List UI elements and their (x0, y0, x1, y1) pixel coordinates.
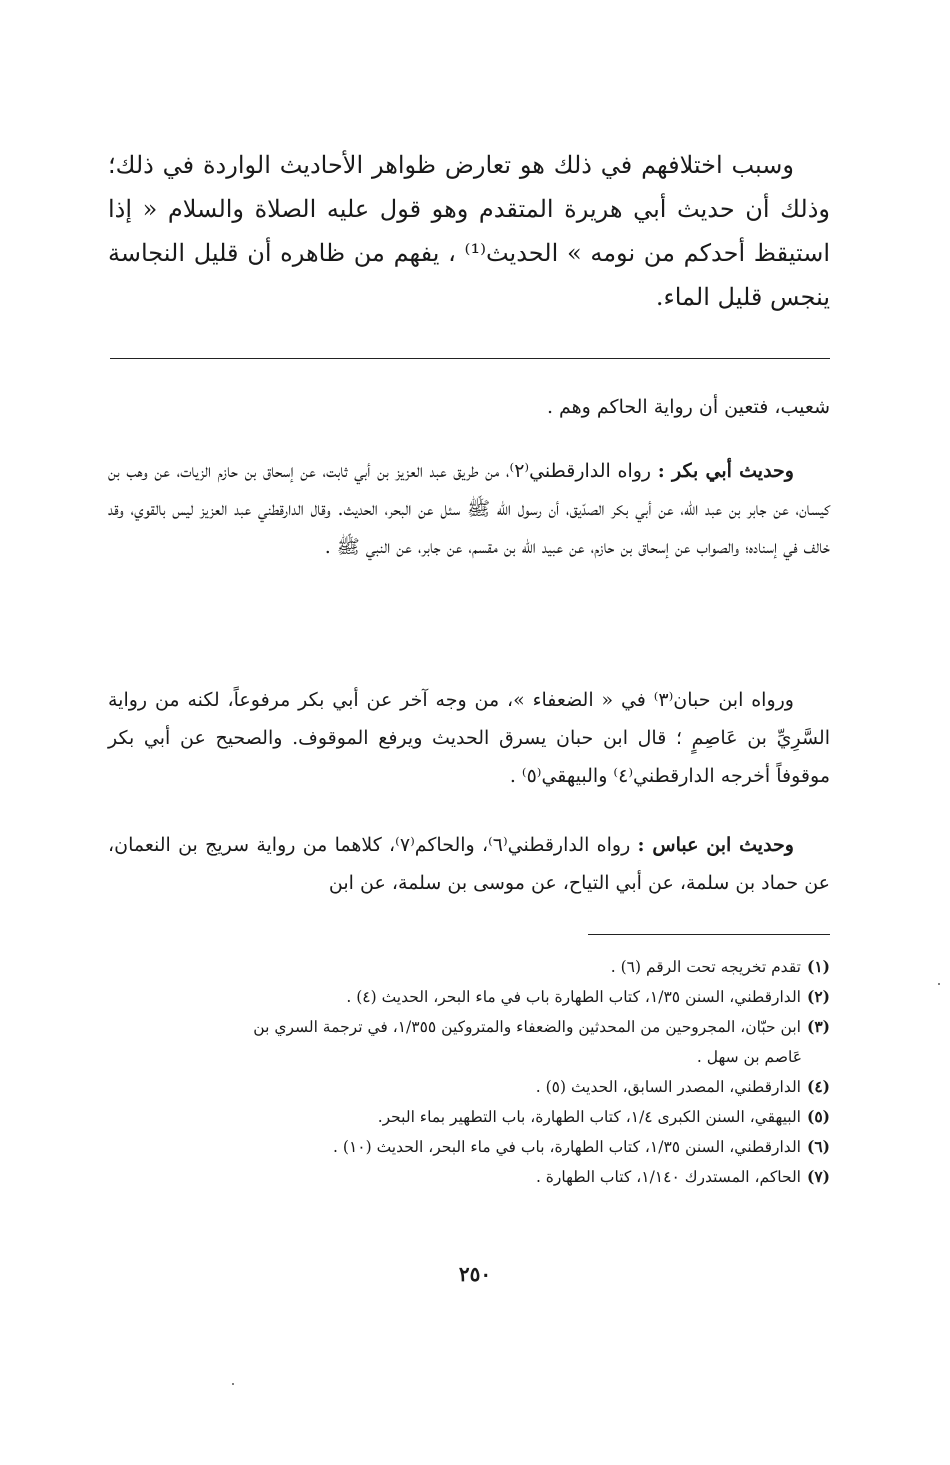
page-number: ٢٥٠ (458, 1262, 492, 1286)
footnote-2 (108, 982, 830, 1012)
ibnabbas-paragraph-text (108, 826, 830, 902)
ibnhibban-text: ورواه ابن حبان⁽٣⁾ في « الضعفاء »، من وجه آخر عن أبي بكر مرفوعاً، لكنه من رواية السَّرِيِّ بن عَاصِمٍ ؛ قال ابن حبان يسرق الحديث ويرفع الموقوف. والصحيح عن أبي بكر موقوفاً أخرجه الدارقطني⁽٤⁾ والبيهقي⁽٥⁾ . (108, 689, 830, 787)
footnote-divider (588, 934, 830, 935)
footnote-text: البيهقي، السنن الكبرى ١/٤، كتاب الطهارة، باب التطهير بماء البحر. (377, 1108, 801, 1126)
ibnabbas-lead: وحديث ابن عباس : (637, 834, 794, 856)
footnote-text: الدارقطني، المصدر السابق، الحديث (٥) . (535, 1078, 801, 1096)
footnote-text: تقدم تخريجه تحت الرقم (٦) . (610, 958, 801, 976)
abubakr-text: رواه الدارقطني⁽٢⁾، من طريق عبد العزيز بن أبي ثابت، عن إسحاق بن حازم الزيات، عن وهب بن كيسان، عن جابر بن عبد الله، عن أبي بكر الصدّيق، أن رسول الله ﷺ سئل عن البحر، الحديث. وقال الدارقطني عبد العزيز ليس بالقوي، وقد خالف في إسناده؛ والصواب عن إسحاق بن حازم، عن عبيد الله بن مقسم، عن جابر، عن النبي ﷺ . (108, 460, 830, 558)
footnote-3 (108, 1012, 830, 1072)
footnote-number: (٣) (806, 1017, 830, 1036)
abubakr-hadith-paragraph (108, 452, 830, 566)
scan-speck (232, 1383, 234, 1385)
continuation-paragraph (108, 388, 830, 426)
footnote-5 (108, 1102, 830, 1132)
ibnhibban-paragraph (108, 681, 830, 795)
main-text-block (108, 143, 830, 319)
footnote-number: (٤) (806, 1077, 830, 1096)
footnote-text: الدارقطني، السنن ١/٣٥، كتاب الطهارة، باب في ماء البحر، الحديث (١٠) . (333, 1138, 801, 1156)
abubakr-paragraph-text (108, 452, 830, 566)
abubakr-lead: وحديث أبي بكر : (657, 460, 794, 482)
main-paragraph: وسبب اختلافهم في ذلك هو تعارض ظواهر الأحاديث الواردة في ذلك؛ وذلك أن حديث أبي هريرة المتقدم وهو قول عليه الصلاة والسلام « إذا استيقظ أحدكم من نومه » الحديث⁽¹⁾ ، يفهم من ظاهره أن قليل النجاسة ينجس قليل الماء. (108, 151, 830, 311)
footnote-number: (١) (806, 957, 830, 976)
ibnabbas-text: رواه الدارقطني⁽٦⁾، والحاكم⁽٧⁾، كلاهما من رواية سريج بن النعمان، عن حماد بن سلمة، عن أبي التياح، عن موسى بن سلمة، عن ابن (108, 834, 830, 894)
footnote-1 (108, 952, 830, 982)
footnote-number: (٦) (806, 1137, 830, 1156)
footnote-number: (٥) (806, 1107, 830, 1126)
footnote-number: (٧) (806, 1167, 830, 1186)
ibnabbas-hadith-paragraph (108, 826, 830, 902)
footnote-text: ابن حبّان، المجروحين من المحدثين والضعفاء والمتروكين ١/٣٥٥، في ترجمة السري بن (253, 1018, 801, 1036)
footnote-6 (108, 1132, 830, 1162)
footnote-number: (٢) (806, 987, 830, 1006)
footnote-text: الدارقطني، السنن ١/٣٥، كتاب الطهارة باب في ماء البحر، الحديث (٤) . (346, 988, 801, 1006)
footnote-continuation: عَاصم بن سهل . (696, 1048, 802, 1066)
footnotes-list (108, 952, 830, 1192)
main-text-divider (110, 358, 830, 359)
footnote-4 (108, 1072, 830, 1102)
scan-speck (938, 983, 940, 985)
continuation-line: شعيب، فتعين أن رواية الحاكم وهم . (546, 396, 830, 418)
footnote-7 (108, 1162, 830, 1192)
footnote-text: الحاكم، المستدرك ١/١٤٠، كتاب الطهارة . (535, 1168, 801, 1186)
